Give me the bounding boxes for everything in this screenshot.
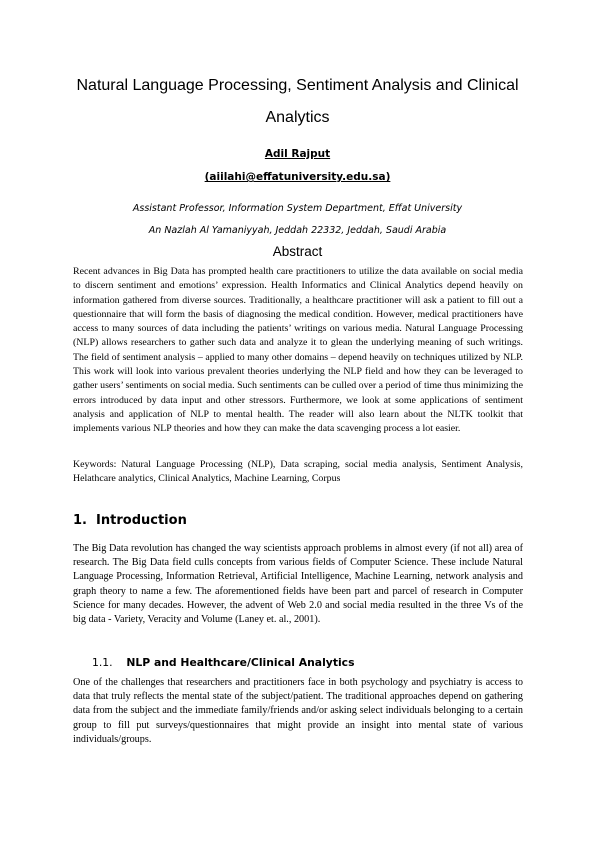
abstract-heading: Abstract — [272, 244, 323, 259]
introduction-body: The Big Data revolution has changed the way scientists approach problems in almost every (if not all) area of research. The Big Data field culls concepts from various fields of Computer Science. These include Natural Language Processing, Information Retrieval, Artificial Intelligence, Machine Learning, network analysis and graph theory to name a few. The aforementioned fields have been part and parcel of research in Computer Science for many decades. However, the advent of Web 2.0 and social media resulted in the three Vs of the big data - Variety, Veracity and Volume (Laney et. al., 2001). — [73, 543, 523, 626]
abstract-body: Recent advances in Big Data has prompted health care practitioners to utilize the data available on social media to discern sentiment and emotions’ expression. Health Informatics and Clinical Analytics depend heavily on information gathered from diverse sources. Traditionally, a healthcare practitioner will ask a patient to fill out a questionnaire that will form the basis of diagnosing the medical condition. However, medical practitioners have access to many sources of data including the patients’ writings on various media. Natural Language Processing (NLP) allows researchers to gather such data and analyze it to glean the underlying meaning of such writings. The field of sentiment analysis – applied to many other domains – depend heavily on techniques utilized by NLP. This work will look into various prevalent theories underlying the NLP field and how they can be leveraged to gather users’ sentiments on social media. Such sentiments can be culled over a period of time thus minimizing the errors introduced by data input and other stressors. Furthermore, we look at some applications of sentiment analysis and application of NLP to mental health. The reader will also learn about the NLTK toolkit that implements various NLP theories and how they can make the data scavenging process a lot easier. — [73, 266, 523, 435]
subsection-body: One of the challenges that researchers and practitioners face in both psychology and psychiatry is access to data that truly reflects the mental state of the subject/patient. The traditional approaches depend on gathering data from the subject and the immediate family/friends and/or asking select individuals belonging to a certain group to fill put surveys/questionnaires that might provide an insight into mental state of various individuals/groups. — [73, 677, 523, 745]
section-heading-introduction — [73, 513, 187, 528]
author-name: Adil Rajput — [264, 148, 331, 160]
paper-title-line2: Analytics — [265, 109, 330, 126]
paper-title-line1: Natural Language Processing, Sentiment Analysis and Clinical — [76, 77, 519, 94]
author-affiliation: Assistant Professor, Information System Department, Effat University — [132, 203, 463, 214]
section-number: 1. — [73, 513, 87, 528]
subsection-number: 1.1. — [92, 656, 113, 669]
author-address: An Nazlah Al Yamaniyyah, Jeddah 22332, Jeddah, Saudi Arabia — [148, 225, 447, 236]
author-email[interactable]: (aiilahi@effatuniversity.edu.sa) — [204, 171, 391, 183]
keywords: Keywords: Natural Language Processing (NLP), Data scraping, social media analysis, Sentiment Analysis, Helathcare analytics, Clinical Analytics, Machine Learning, Corpus — [73, 459, 523, 485]
section-title: Introduction — [96, 513, 187, 528]
subsection-title: NLP and Healthcare/Clinical Analytics — [126, 656, 355, 669]
subsection-heading-nlp-healthcare — [92, 656, 355, 669]
paper-title — [60, 70, 535, 134]
